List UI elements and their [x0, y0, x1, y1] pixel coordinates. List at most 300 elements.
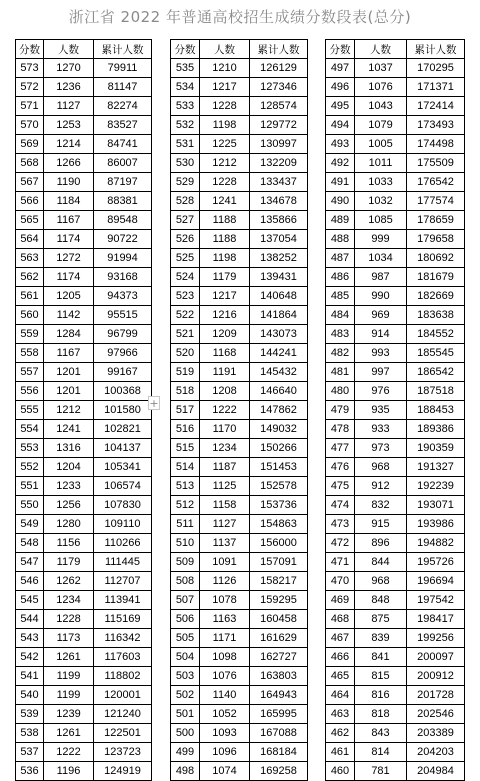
table-row [326, 154, 465, 173]
table-row [171, 534, 308, 553]
table-row [16, 553, 152, 572]
table-row [171, 439, 308, 458]
cell-score: 525 [171, 249, 200, 268]
header-score: 分数 [171, 40, 200, 59]
cell-count: 1241 [44, 420, 94, 439]
cell-cumulative: 129772 [250, 116, 308, 135]
cell-cumulative: 162727 [250, 648, 308, 667]
cell-score: 461 [326, 743, 355, 762]
cell-score: 571 [16, 97, 44, 116]
cell-cumulative: 180692 [407, 249, 465, 268]
cell-count: 1167 [44, 211, 94, 230]
table-row [16, 705, 152, 724]
cell-cumulative: 138252 [250, 249, 308, 268]
cell-count: 1201 [44, 382, 94, 401]
cell-cumulative: 157091 [250, 553, 308, 572]
table-row [171, 230, 308, 249]
cell-count: 1228 [200, 97, 250, 116]
table-row [326, 477, 465, 496]
table-row [326, 724, 465, 743]
table-row [171, 306, 308, 325]
cell-count: 1233 [44, 477, 94, 496]
cell-count: 815 [355, 667, 407, 686]
cell-cumulative: 135866 [250, 211, 308, 230]
cell-score: 516 [171, 420, 200, 439]
cell-count: 915 [355, 515, 407, 534]
cell-score: 509 [171, 553, 200, 572]
cell-cumulative: 160458 [250, 610, 308, 629]
table-row [326, 78, 465, 97]
cell-count: 1188 [200, 211, 250, 230]
cell-score: 539 [16, 705, 44, 724]
cell-score: 553 [16, 439, 44, 458]
table-row [171, 116, 308, 135]
table-row [171, 724, 308, 743]
cell-score: 524 [171, 268, 200, 287]
cell-cumulative: 183638 [407, 306, 465, 325]
cell-cumulative: 141864 [250, 306, 308, 325]
cell-score: 496 [326, 78, 355, 97]
cell-cumulative: 111445 [94, 553, 152, 572]
table-row [326, 496, 465, 515]
cell-cumulative: 82274 [94, 97, 152, 116]
cell-cumulative: 84741 [94, 135, 152, 154]
cell-cumulative: 150266 [250, 439, 308, 458]
table-row [326, 686, 465, 705]
cell-count: 1212 [44, 401, 94, 420]
cell-count: 1208 [200, 382, 250, 401]
cell-cumulative: 110266 [94, 534, 152, 553]
table-row [326, 230, 465, 249]
table-row [16, 743, 152, 762]
table-row [171, 496, 308, 515]
cell-count: 1198 [200, 249, 250, 268]
cell-cumulative: 123723 [94, 743, 152, 762]
table-row [171, 268, 308, 287]
table-row [16, 534, 152, 553]
cell-score: 488 [326, 230, 355, 249]
cell-score: 502 [171, 686, 200, 705]
table-row [326, 629, 465, 648]
cell-score: 529 [171, 173, 200, 192]
cell-count: 1270 [44, 59, 94, 78]
cell-score: 462 [326, 724, 355, 743]
cell-cumulative: 117603 [94, 648, 152, 667]
table-header-row [16, 40, 152, 59]
table-row [326, 382, 465, 401]
cell-cumulative: 100368 [94, 382, 152, 401]
cell-score: 463 [326, 705, 355, 724]
cell-score: 573 [16, 59, 44, 78]
cell-score: 564 [16, 230, 44, 249]
cell-count: 1179 [200, 268, 250, 287]
cell-score: 485 [326, 287, 355, 306]
cell-count: 1074 [200, 762, 250, 781]
cell-cumulative: 184552 [407, 325, 465, 344]
cell-count: 1179 [44, 553, 94, 572]
cell-cumulative: 193986 [407, 515, 465, 534]
cell-cumulative: 146640 [250, 382, 308, 401]
cell-cumulative: 172414 [407, 97, 465, 116]
cell-score: 479 [326, 401, 355, 420]
cell-count: 999 [355, 230, 407, 249]
cell-score: 535 [171, 59, 200, 78]
cell-cumulative: 106574 [94, 477, 152, 496]
cell-cumulative: 186542 [407, 363, 465, 382]
cell-score: 568 [16, 154, 44, 173]
cell-score: 484 [326, 306, 355, 325]
cell-score: 547 [16, 553, 44, 572]
cell-count: 1316 [44, 439, 94, 458]
table-row [171, 591, 308, 610]
cell-score: 541 [16, 667, 44, 686]
table-row [171, 686, 308, 705]
cell-count: 1168 [200, 344, 250, 363]
cell-cumulative: 89548 [94, 211, 152, 230]
cell-cumulative: 196694 [407, 572, 465, 591]
cell-count: 1241 [200, 192, 250, 211]
cell-score: 519 [171, 363, 200, 382]
cell-score: 534 [171, 78, 200, 97]
table-row [326, 762, 465, 781]
cell-count: 1076 [200, 667, 250, 686]
cell-cumulative: 174498 [407, 135, 465, 154]
cell-score: 495 [326, 97, 355, 116]
cell-score: 471 [326, 553, 355, 572]
cell-count: 1037 [355, 59, 407, 78]
cell-score: 536 [16, 762, 44, 781]
cell-score: 518 [171, 382, 200, 401]
cell-count: 843 [355, 724, 407, 743]
cell-count: 973 [355, 439, 407, 458]
cell-count: 1140 [200, 686, 250, 705]
cell-score: 477 [326, 439, 355, 458]
cell-score: 554 [16, 420, 44, 439]
cell-count: 896 [355, 534, 407, 553]
cell-cumulative: 101580 [94, 401, 152, 420]
cell-count: 969 [355, 306, 407, 325]
cell-score: 540 [16, 686, 44, 705]
table-row [171, 762, 308, 781]
cell-cumulative: 200097 [407, 648, 465, 667]
cell-cumulative: 203389 [407, 724, 465, 743]
header-score: 分数 [16, 40, 44, 59]
table-row [326, 363, 465, 382]
table-row [16, 287, 152, 306]
cell-count: 1033 [355, 173, 407, 192]
cell-score: 538 [16, 724, 44, 743]
cell-cumulative: 83527 [94, 116, 152, 135]
table-row [171, 401, 308, 420]
cell-cumulative: 137054 [250, 230, 308, 249]
cell-cumulative: 145432 [250, 363, 308, 382]
cell-cumulative: 121240 [94, 705, 152, 724]
cell-cumulative: 187518 [407, 382, 465, 401]
table-row [171, 325, 308, 344]
cell-count: 987 [355, 268, 407, 287]
cell-count: 1174 [44, 268, 94, 287]
cell-cumulative: 158217 [250, 572, 308, 591]
cell-count: 1217 [200, 287, 250, 306]
header-count: 人数 [44, 40, 94, 59]
cell-count: 1284 [44, 325, 94, 344]
cell-cumulative: 176542 [407, 173, 465, 192]
table-row [16, 344, 152, 363]
cell-count: 968 [355, 458, 407, 477]
cell-score: 497 [326, 59, 355, 78]
table-row [326, 515, 465, 534]
table-row [171, 154, 308, 173]
table-header-row [326, 40, 465, 59]
cell-score: 465 [326, 667, 355, 686]
table-row [171, 135, 308, 154]
cell-cumulative: 171371 [407, 78, 465, 97]
cell-count: 968 [355, 572, 407, 591]
cell-cumulative: 102821 [94, 420, 152, 439]
cell-score: 474 [326, 496, 355, 515]
cell-score: 543 [16, 629, 44, 648]
cell-score: 501 [171, 705, 200, 724]
table-row [16, 173, 152, 192]
cell-count: 818 [355, 705, 407, 724]
table-row [16, 762, 152, 781]
cell-count: 848 [355, 591, 407, 610]
table-row [16, 268, 152, 287]
table-row [16, 382, 152, 401]
cell-cumulative: 87197 [94, 173, 152, 192]
table-row [16, 439, 152, 458]
cell-count: 1043 [355, 97, 407, 116]
header-score: 分数 [326, 40, 355, 59]
cell-score: 514 [171, 458, 200, 477]
table-add-handle[interactable]: + [149, 397, 159, 410]
cell-cumulative: 173493 [407, 116, 465, 135]
cell-count: 814 [355, 743, 407, 762]
cell-score: 504 [171, 648, 200, 667]
table-row [16, 78, 152, 97]
cell-score: 569 [16, 135, 44, 154]
cell-cumulative: 178659 [407, 211, 465, 230]
cell-score: 542 [16, 648, 44, 667]
table-row [171, 420, 308, 439]
cell-score: 464 [326, 686, 355, 705]
table-row [326, 553, 465, 572]
cell-cumulative: 95515 [94, 306, 152, 325]
cell-cumulative: 124919 [94, 762, 152, 781]
cell-score: 530 [171, 154, 200, 173]
cell-score: 523 [171, 287, 200, 306]
cell-cumulative: 154863 [250, 515, 308, 534]
table-row [326, 458, 465, 477]
cell-count: 1125 [200, 477, 250, 496]
cell-cumulative: 81147 [94, 78, 152, 97]
table-row [16, 249, 152, 268]
table-row [326, 705, 465, 724]
cell-cumulative: 130997 [250, 135, 308, 154]
cell-score: 493 [326, 135, 355, 154]
table-row [171, 610, 308, 629]
table-row [16, 306, 152, 325]
cell-count: 1280 [44, 515, 94, 534]
table-row [326, 743, 465, 762]
cell-cumulative: 93168 [94, 268, 152, 287]
cell-cumulative: 99167 [94, 363, 152, 382]
cell-cumulative: 126129 [250, 59, 308, 78]
cell-cumulative: 179658 [407, 230, 465, 249]
cell-count: 997 [355, 363, 407, 382]
cell-score: 557 [16, 363, 44, 382]
table-row [171, 363, 308, 382]
table-row [326, 116, 465, 135]
cell-score: 551 [16, 477, 44, 496]
table-row [16, 686, 152, 705]
cell-cumulative: 153736 [250, 496, 308, 515]
cell-cumulative: 198417 [407, 610, 465, 629]
cell-count: 1098 [200, 648, 250, 667]
header-count: 人数 [355, 40, 407, 59]
cell-count: 1127 [44, 97, 94, 116]
cell-score: 515 [171, 439, 200, 458]
cell-score: 562 [16, 268, 44, 287]
cell-count: 1076 [355, 78, 407, 97]
cell-cumulative: 170295 [407, 59, 465, 78]
table-row [326, 648, 465, 667]
cell-cumulative: 151453 [250, 458, 308, 477]
cell-cumulative: 104137 [94, 439, 152, 458]
cell-count: 1032 [355, 192, 407, 211]
cell-cumulative: 91994 [94, 249, 152, 268]
cell-cumulative: 112707 [94, 572, 152, 591]
cell-cumulative: 140648 [250, 287, 308, 306]
cell-count: 990 [355, 287, 407, 306]
cell-count: 935 [355, 401, 407, 420]
cell-count: 1005 [355, 135, 407, 154]
cell-count: 1236 [44, 78, 94, 97]
table-row [326, 268, 465, 287]
cell-cumulative: 161629 [250, 629, 308, 648]
table-header-row [171, 40, 308, 59]
cell-score: 492 [326, 154, 355, 173]
cell-count: 1127 [200, 515, 250, 534]
cell-cumulative: 139431 [250, 268, 308, 287]
cell-cumulative: 113941 [94, 591, 152, 610]
cell-count: 1034 [355, 249, 407, 268]
cell-count: 1174 [44, 230, 94, 249]
cell-score: 500 [171, 724, 200, 743]
table-row [16, 59, 152, 78]
cell-count: 841 [355, 648, 407, 667]
table-row [171, 743, 308, 762]
cell-score: 489 [326, 211, 355, 230]
table-row [16, 192, 152, 211]
cell-score: 545 [16, 591, 44, 610]
cell-cumulative: 143073 [250, 325, 308, 344]
cell-cumulative: 188453 [407, 401, 465, 420]
cell-cumulative: 90722 [94, 230, 152, 249]
table-row [171, 173, 308, 192]
table-body [16, 59, 152, 781]
table-row [326, 135, 465, 154]
table-row [16, 724, 152, 743]
cell-cumulative: 201728 [407, 686, 465, 705]
cell-count: 1085 [355, 211, 407, 230]
cell-count: 1078 [200, 591, 250, 610]
cell-count: 1163 [200, 610, 250, 629]
cell-count: 1142 [44, 306, 94, 325]
table-row [171, 477, 308, 496]
cell-score: 517 [171, 401, 200, 420]
cell-count: 1261 [44, 724, 94, 743]
header-cumulative: 累计人数 [94, 40, 152, 59]
cell-score: 508 [171, 572, 200, 591]
cell-score: 513 [171, 477, 200, 496]
cell-cumulative: 194882 [407, 534, 465, 553]
cell-cumulative: 167088 [250, 724, 308, 743]
cell-count: 1198 [200, 116, 250, 135]
cell-count: 1204 [44, 458, 94, 477]
cell-score: 507 [171, 591, 200, 610]
table-row [171, 211, 308, 230]
cell-cumulative: 204984 [407, 762, 465, 781]
cell-score: 467 [326, 629, 355, 648]
cell-score: 520 [171, 344, 200, 363]
table-row [16, 648, 152, 667]
table-row [171, 59, 308, 78]
table-row [16, 401, 152, 420]
table-row [171, 667, 308, 686]
cell-score: 531 [171, 135, 200, 154]
cell-cumulative: 199256 [407, 629, 465, 648]
cell-score: 490 [326, 192, 355, 211]
cell-score: 528 [171, 192, 200, 211]
cell-count: 1171 [200, 629, 250, 648]
cell-count: 1187 [200, 458, 250, 477]
cell-cumulative: 189386 [407, 420, 465, 439]
cell-score: 470 [326, 572, 355, 591]
cell-count: 1262 [44, 572, 94, 591]
cell-cumulative: 122501 [94, 724, 152, 743]
table-row [16, 477, 152, 496]
table-row [326, 439, 465, 458]
cell-cumulative: 202546 [407, 705, 465, 724]
cell-score: 469 [326, 591, 355, 610]
cell-cumulative: 169258 [250, 762, 308, 781]
table-row [171, 97, 308, 116]
cell-count: 816 [355, 686, 407, 705]
cell-cumulative: 163803 [250, 667, 308, 686]
score-table-column-2 [170, 39, 308, 781]
page-title: 浙江省 2022 年普通高校招生成绩分数段表(总分) [68, 8, 412, 26]
cell-score: 572 [16, 78, 44, 97]
cell-count: 1228 [200, 173, 250, 192]
cell-count: 1222 [200, 401, 250, 420]
cell-cumulative: 133437 [250, 173, 308, 192]
cell-score: 478 [326, 420, 355, 439]
cell-score: 499 [171, 743, 200, 762]
table-row [326, 572, 465, 591]
cell-cumulative: 192239 [407, 477, 465, 496]
cell-cumulative: 88381 [94, 192, 152, 211]
table-row [16, 116, 152, 135]
cell-score: 570 [16, 116, 44, 135]
table-row [326, 667, 465, 686]
table-row [171, 287, 308, 306]
cell-cumulative: 190359 [407, 439, 465, 458]
cell-cumulative: 134678 [250, 192, 308, 211]
table-row [171, 249, 308, 268]
cell-score: 483 [326, 325, 355, 344]
cell-cumulative: 79911 [94, 59, 152, 78]
